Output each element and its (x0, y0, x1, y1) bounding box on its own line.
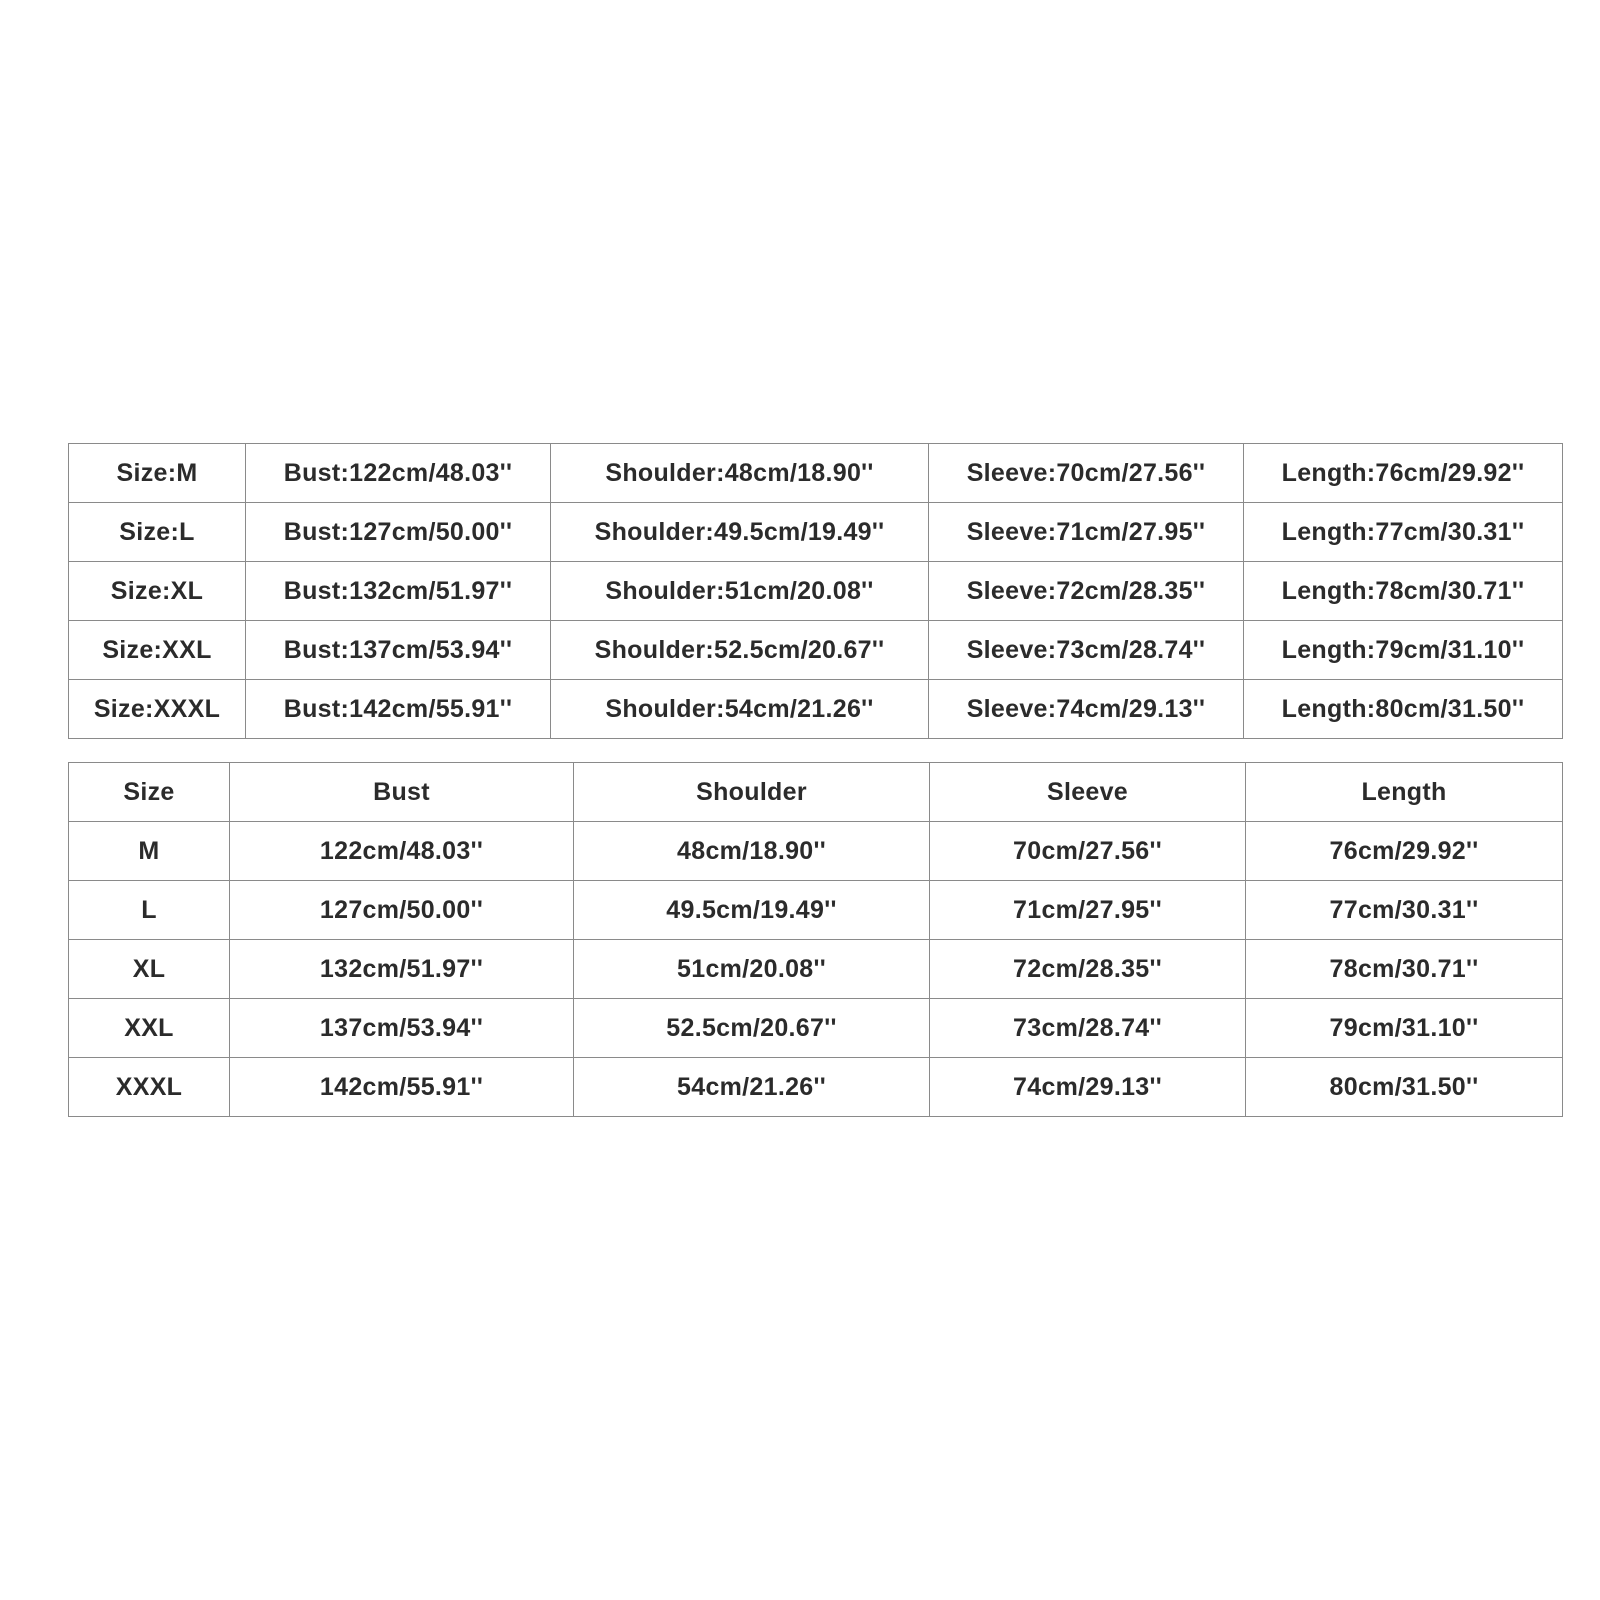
sleeve-cell: 70cm/27.56'' (930, 822, 1246, 881)
table-row (69, 503, 1563, 562)
table-row (69, 621, 1563, 680)
shoulder-cell: Shoulder:49.5cm/19.49'' (551, 503, 929, 562)
sleeve-cell: 74cm/29.13'' (930, 1058, 1246, 1117)
table-row (69, 999, 1563, 1058)
length-cell: Length:77cm/30.31'' (1244, 503, 1563, 562)
bust-cell: 137cm/53.94'' (230, 999, 574, 1058)
shoulder-cell: 49.5cm/19.49'' (574, 881, 930, 940)
length-cell: 79cm/31.10'' (1246, 999, 1563, 1058)
size-cell: XXXL (69, 1058, 230, 1117)
size-cell: Size:M (69, 444, 246, 503)
size-chart-grid-table (68, 762, 1563, 1117)
bust-cell: Bust:142cm/55.91'' (246, 680, 551, 739)
size-chart-labeled-table (68, 443, 1563, 739)
table-row (69, 444, 1563, 503)
table-row (69, 680, 1563, 739)
length-cell: 76cm/29.92'' (1246, 822, 1563, 881)
table-row (69, 562, 1563, 621)
size-cell: Size:XL (69, 562, 246, 621)
size-cell: XXL (69, 999, 230, 1058)
table-row (69, 940, 1563, 999)
shoulder-cell: 54cm/21.26'' (574, 1058, 930, 1117)
table-row (69, 1058, 1563, 1117)
length-cell: 78cm/30.71'' (1246, 940, 1563, 999)
sleeve-cell: Sleeve:73cm/28.74'' (929, 621, 1244, 680)
shoulder-cell: 51cm/20.08'' (574, 940, 930, 999)
length-cell: 80cm/31.50'' (1246, 1058, 1563, 1117)
size-cell: Size:XXL (69, 621, 246, 680)
bust-cell: Bust:137cm/53.94'' (246, 621, 551, 680)
table-row (69, 822, 1563, 881)
length-cell: 77cm/30.31'' (1246, 881, 1563, 940)
bust-cell: Bust:132cm/51.97'' (246, 562, 551, 621)
shoulder-cell: Shoulder:48cm/18.90'' (551, 444, 929, 503)
column-header-shoulder: Shoulder (574, 763, 930, 822)
size-cell: Size:L (69, 503, 246, 562)
size-cell: M (69, 822, 230, 881)
shoulder-cell: 52.5cm/20.67'' (574, 999, 930, 1058)
shoulder-cell: 48cm/18.90'' (574, 822, 930, 881)
table-header-row (69, 763, 1563, 822)
sleeve-cell: Sleeve:71cm/27.95'' (929, 503, 1244, 562)
length-cell: Length:80cm/31.50'' (1244, 680, 1563, 739)
size-cell: XL (69, 940, 230, 999)
length-cell: Length:79cm/31.10'' (1244, 621, 1563, 680)
bust-cell: 127cm/50.00'' (230, 881, 574, 940)
bust-cell: 142cm/55.91'' (230, 1058, 574, 1117)
size-cell: L (69, 881, 230, 940)
bust-cell: 122cm/48.03'' (230, 822, 574, 881)
length-cell: Length:78cm/30.71'' (1244, 562, 1563, 621)
column-header-size: Size (69, 763, 230, 822)
bust-cell: Bust:127cm/50.00'' (246, 503, 551, 562)
bust-cell: Bust:122cm/48.03'' (246, 444, 551, 503)
column-header-sleeve: Sleeve (930, 763, 1246, 822)
sleeve-cell: 73cm/28.74'' (930, 999, 1246, 1058)
table-row (69, 881, 1563, 940)
size-cell: Size:XXXL (69, 680, 246, 739)
sleeve-cell: 71cm/27.95'' (930, 881, 1246, 940)
sleeve-cell: Sleeve:72cm/28.35'' (929, 562, 1244, 621)
sleeve-cell: Sleeve:70cm/27.56'' (929, 444, 1244, 503)
column-header-length: Length (1246, 763, 1563, 822)
length-cell: Length:76cm/29.92'' (1244, 444, 1563, 503)
shoulder-cell: Shoulder:54cm/21.26'' (551, 680, 929, 739)
sleeve-cell: 72cm/28.35'' (930, 940, 1246, 999)
shoulder-cell: Shoulder:52.5cm/20.67'' (551, 621, 929, 680)
bust-cell: 132cm/51.97'' (230, 940, 574, 999)
sleeve-cell: Sleeve:74cm/29.13'' (929, 680, 1244, 739)
shoulder-cell: Shoulder:51cm/20.08'' (551, 562, 929, 621)
column-header-bust: Bust (230, 763, 574, 822)
